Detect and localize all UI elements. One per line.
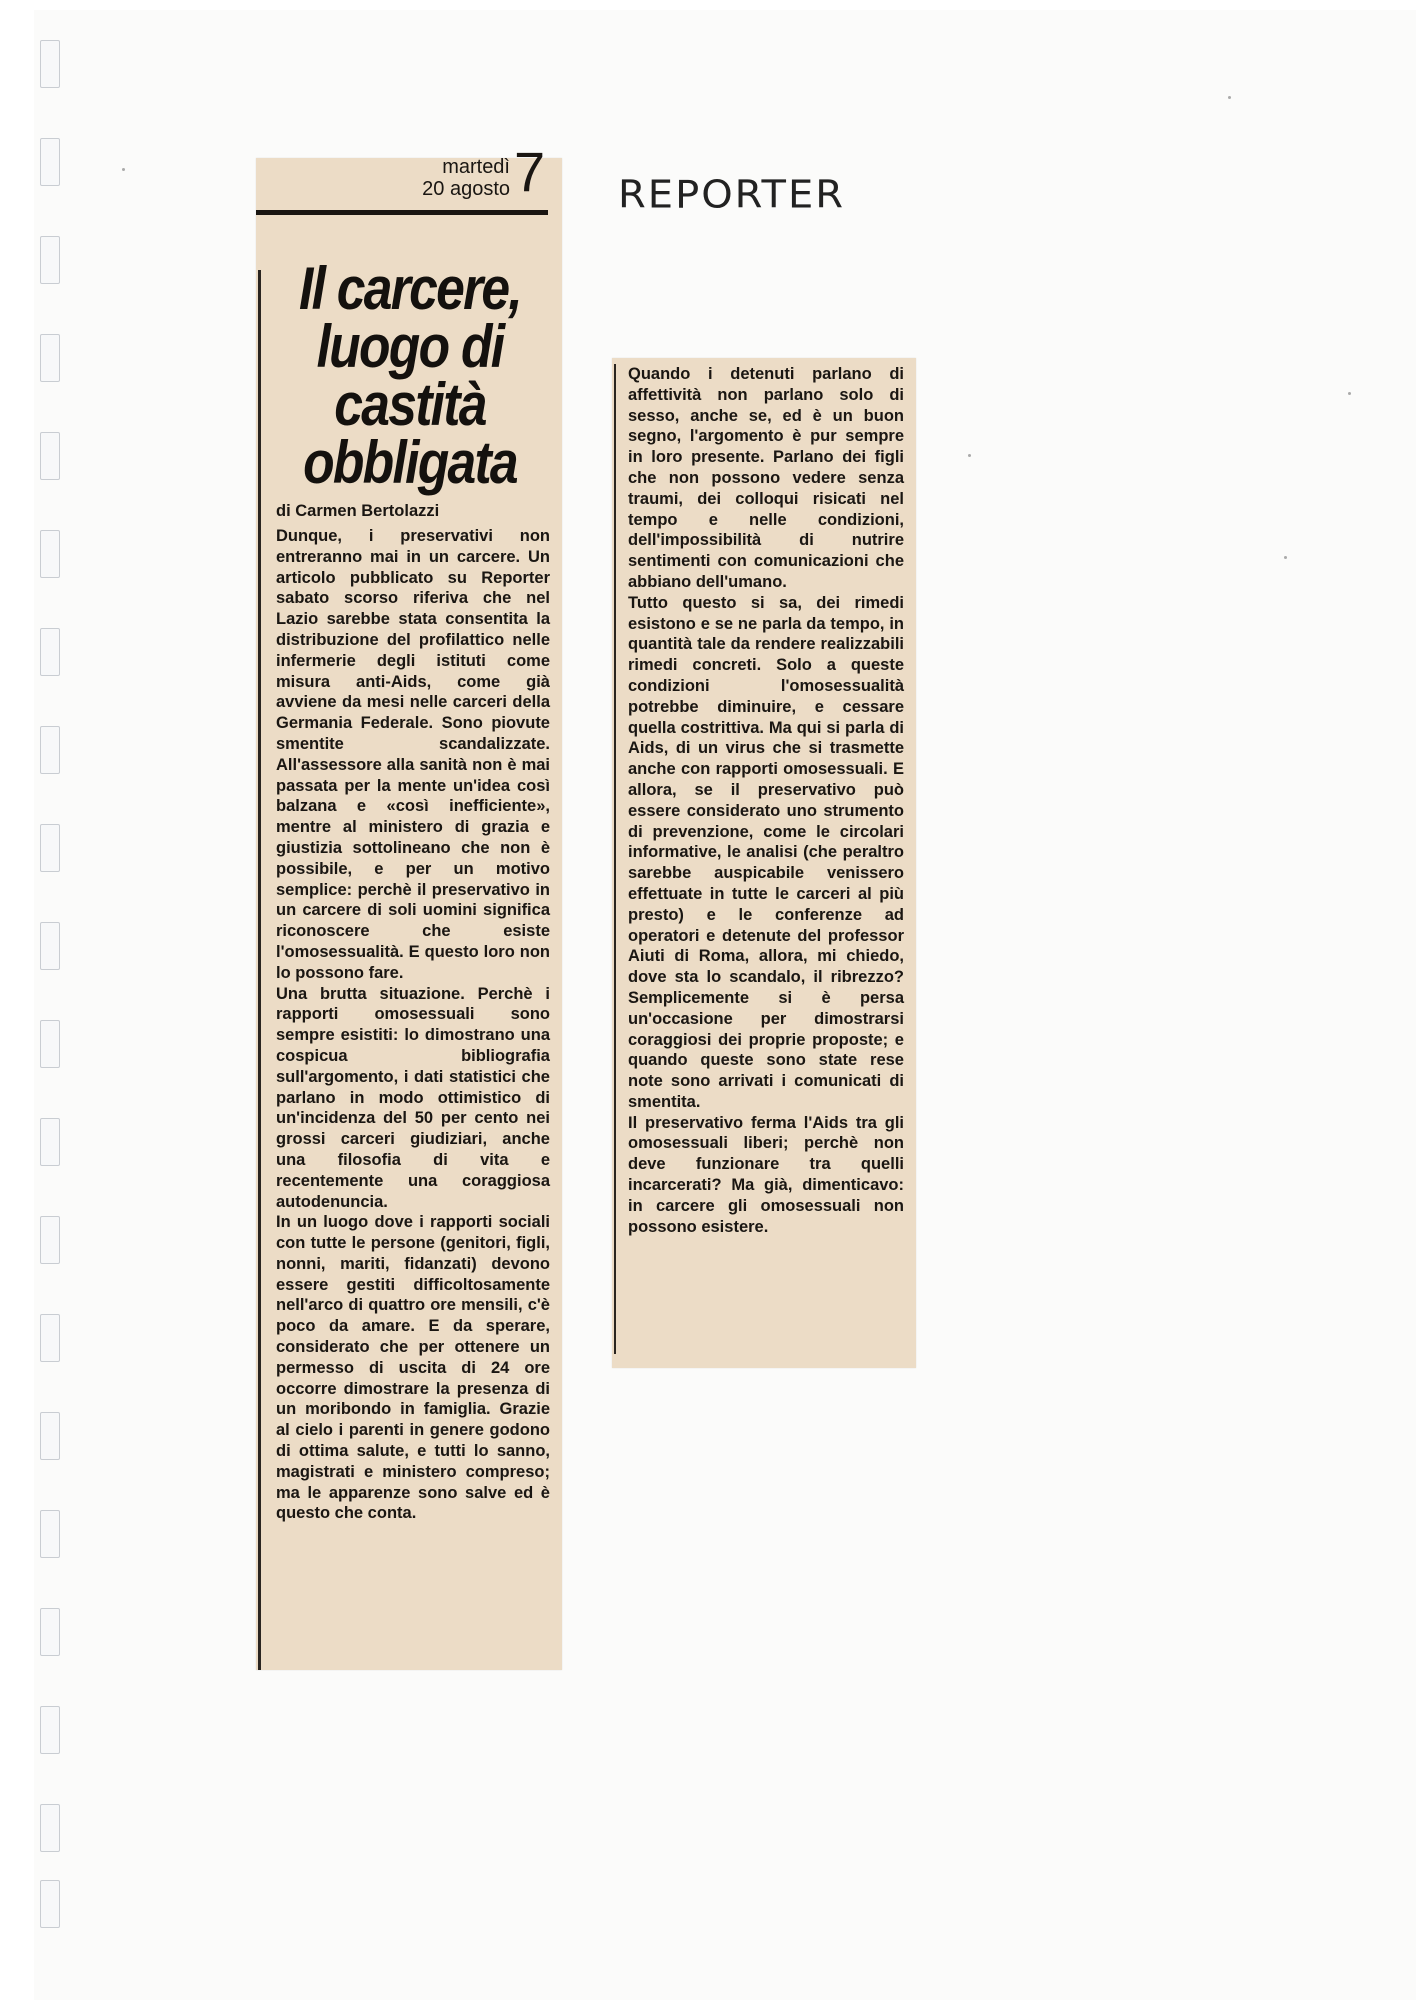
speck [122,168,125,171]
paragraph: Una brutta situazione. Perchè i rapporti omosessuali sono sempre esistiti: lo dimostrano una cospicua bibliografia sull'argomento, i dati statistici che parlano in modo ottimistico di un'incidenza del 50 per cento nei grossi carceri giudiziari, anche una filosofia di vita e recentemente una coraggiosa autodenuncia. [276,984,550,1211]
date-month: 20 agosto [422,178,510,200]
binder-hole [40,1216,60,1264]
binder-hole [40,1510,60,1558]
binder-hole [40,726,60,774]
binder-hole [40,236,60,284]
column-rule [258,270,261,1670]
binder-hole [40,1020,60,1068]
article-column-2 [628,364,904,1237]
binder-hole [40,1706,60,1754]
binder-hole [40,334,60,382]
binder-hole [40,138,60,186]
speck [1284,556,1287,559]
binder-hole [40,1412,60,1460]
binder-hole [40,432,60,480]
binder-hole [40,824,60,872]
date-day: martedì [442,156,510,178]
speck [968,454,971,457]
binder-hole [40,530,60,578]
speck [1228,96,1231,99]
paragraph: Dunque, i preservativi non entreranno mai in un carcere. Un articolo pubblicato su Reporter sabato scorso riferiva che nel Lazio sarebbe stata consentita la distribuzione del profilattico nelle infermerie degli istituti come misura anti-Aids, come già avviene da mesi nelle carceri della Germania Federale. Sono piovute smentite scandalizzate. All'assessore alla sanità non è mai passata per la mente un'idea così balzana e «così inefficiente», mentre al ministero di grazia e giustizia sottolineano che non è possibile, e per un motivo semplice: perchè il preservativo in un carcere di soli uomini significa riconoscere che esiste l'omosessualità. E questo loro non lo possono fare. [276,527,550,982]
paragraph: In un luogo dove i rapporti sociali con tutte le persone (genitori, figli, nonni, mariti, fidanzati) devono essere gestiti difficoltosamente nell'arco di quattro ore mensili, c'è poco da amare. E da sperare, considerato che per ottenere un permesso di uscita di 24 ore occorre dimostrare la presenza di un moribondo in famiglia. Grazie al cielo i parenti in genere godono di ottima salute, e tutti lo sanno, magistrati e ministero compreso; ma le apparenze sono salve ed è questo che conta. [276,1213,550,1523]
headline-line: castità [334,371,486,438]
binder-hole [40,1314,60,1362]
paragraph: Quando i detenuti parlano di affettività non parlano solo di sesso, anche se, ed è un buon segno, l'argomento è pur sempre in loro presente. Parlano dei figli che non possono vedere senza traumi, dei colloqui risicati nel tempo e nelle condizioni, dell'impossibilità di nutrire sentimenti con comunicazioni che abbiano dell'umano. [628,365,904,591]
issue-date [372,156,510,200]
headline-line: Il carcere, [298,255,522,322]
page-number: 7 [514,140,546,203]
headline [290,255,531,496]
binder-holes [40,40,70,1940]
paragraph: Il preservativo ferma l'Aids tra gli omosessuali liberi; perchè non deve funzionare tra quelli incarcerati? Ma già, dimenticavo: in carcere gli omosessuali non possono esistere. [628,1113,904,1236]
paragraph: Tutto questo si sa, dei rimedi esistono e se ne parla da tempo, in quantità tale da rendere realizzabili rimedi concreti. Solo a queste condizioni l'omosessualità potrebbe diminuire, e cessare quella costrittiva. Ma qui si parla di Aids, di un virus che si trasmette anche con rapporti omosessuali. E allora, se il preservativo può essere considerato uno strumento di prevenzione, come le circolari informative, le analisi (che peraltro sarebbe auspicabile venissero effettuate in tutte le carceri al più presto) e le conferenze ad operatori e detenute del professor Aiuti di Roma, allora, mi chiedo, dove sta lo scandalo, il ribrezzo? Semplicemente si è persa un'occasione per dimostrarsi coraggiosi dei proprie proposte; e quando queste sono state rese note sono arrivati i comunicati di smentita. [628,593,904,1111]
article-column-1 [276,526,550,1524]
binder-hole [40,1880,60,1928]
binder-hole [40,1118,60,1166]
binder-hole [40,1804,60,1852]
header-rule [256,210,548,215]
handwritten-masthead: REPORTER [618,173,846,217]
binder-hole [40,628,60,676]
column-rule [614,364,616,1354]
headline-line: obbligata [303,429,517,496]
byline: di Carmen Bertolazzi [276,502,440,520]
binder-hole [40,1608,60,1656]
speck [1348,392,1351,395]
binder-hole [40,922,60,970]
headline-line: luogo di [316,313,504,380]
binder-hole [40,40,60,88]
